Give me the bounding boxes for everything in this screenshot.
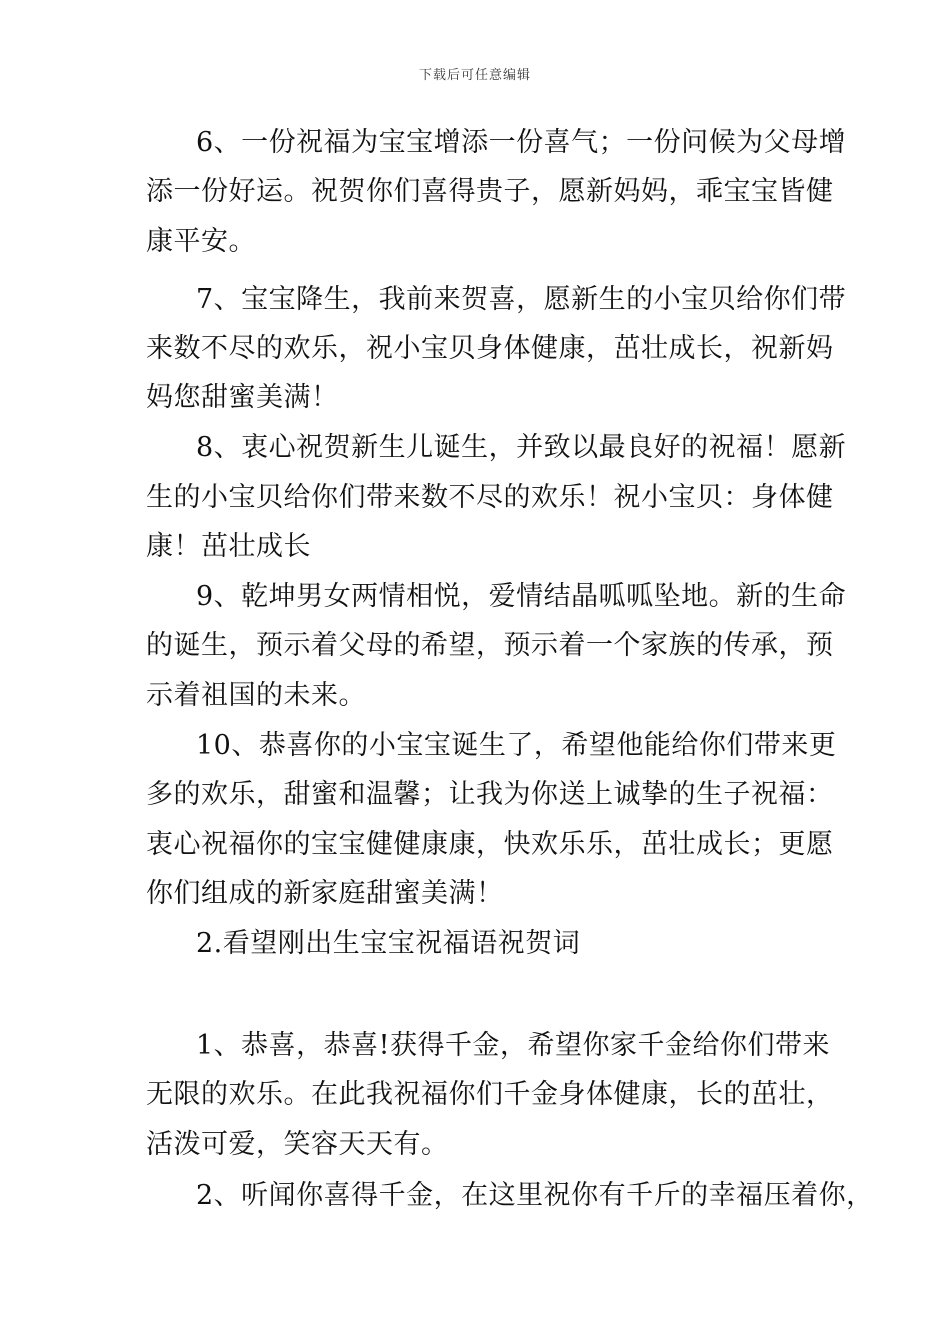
paragraph-line: 衷心祝福你的宝宝健健康康，快欢乐乐，茁壮成长；更愿	[146, 829, 834, 860]
paragraph-line: 10、恭喜你的小宝宝诞生了，希望他能给你们带来更	[196, 730, 837, 761]
paragraph-line: 9、乾坤男女两情相悦，爱情结晶呱呱坠地。新的生命	[196, 581, 847, 612]
paragraph-line: 生的小宝贝给你们带来数不尽的欢乐！祝小宝贝：身体健	[146, 482, 834, 513]
paragraph-line: 添一份好运。祝贺你们喜得贵子，愿新妈妈，乖宝宝皆健	[146, 176, 834, 207]
paragraph-line: 2、听闻你喜得千金，在这里祝你有千斤的幸福压着你，	[196, 1180, 874, 1211]
paragraph-line: 妈您甜蜜美满！	[146, 382, 339, 413]
paragraph-line: 活泼可爱，笑容天天有。	[146, 1129, 449, 1160]
paragraph-line: 6、一份祝福为宝宝增添一份喜气；一份问候为父母增	[196, 127, 847, 158]
paragraph-line: 无限的欢乐。在此我祝福你们千金身体健康，长的茁壮，	[146, 1079, 834, 1110]
paragraph-line: 你们组成的新家庭甜蜜美满！	[146, 878, 504, 909]
paragraph-line: 的诞生，预示着父母的希望，预示着一个家族的传承，预	[146, 630, 834, 661]
page-header-note: 下载后可任意编辑	[418, 68, 531, 83]
paragraph-line: 1、恭喜，恭喜!获得千金，希望你家千金给你们带来	[196, 1030, 831, 1061]
paragraph-line: 示着祖国的未来。	[146, 680, 366, 711]
paragraph-line: 多的欢乐，甜蜜和温馨；让我为你送上诚挚的生子祝福：	[146, 779, 834, 810]
paragraph-line: 康平安。	[146, 226, 256, 257]
paragraph-line: 来数不尽的欢乐，祝小宝贝身体健康，茁壮成长，祝新妈	[146, 333, 834, 364]
paragraph-line: 康！茁壮成长	[146, 531, 311, 562]
paragraph-line: 8、衷心祝贺新生儿诞生，并致以最良好的祝福！愿新	[196, 432, 847, 463]
section-heading: 2.看望刚出生宝宝祝福语祝贺词	[196, 928, 581, 959]
paragraph-line: 7、宝宝降生，我前来贺喜，愿新生的小宝贝给你们带	[196, 284, 847, 315]
